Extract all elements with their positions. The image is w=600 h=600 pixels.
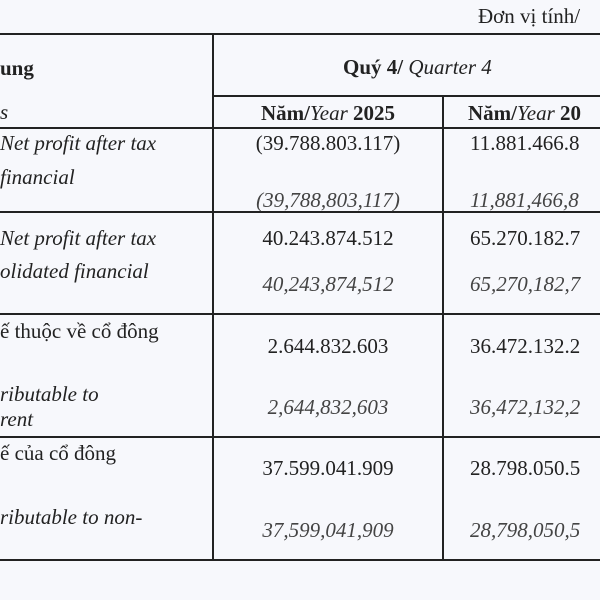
col-label-top: ung [0, 56, 34, 80]
value-prev-en: 65,270,182,7 [470, 272, 581, 296]
value-prev-en: 28,798,050,5 [470, 518, 581, 542]
value-2025: 37.599.041.909 [262, 456, 394, 480]
value-prev: 65.270.182.7 [470, 226, 581, 250]
value-2025: (39.788.803.117) [255, 131, 401, 155]
col-label-bottom: s [0, 100, 9, 124]
value-prev-en: 36,472,132,2 [470, 395, 581, 419]
row-label: Net profit after tax [0, 131, 157, 155]
value-prev: 36.472.132.2 [470, 334, 581, 358]
row-label-vn: ế thuộc về cổ đông [0, 319, 159, 343]
row-label: rent [0, 407, 34, 431]
value-prev-en: 11,881,466,8 [470, 188, 579, 212]
year-header-2025: Năm/Year 2025 [261, 101, 395, 125]
row-label-vn: ế của cổ đông [0, 441, 117, 465]
year-header-prev: Năm/Year 20 [468, 101, 581, 125]
row-label: olidated financial [0, 259, 149, 283]
value-2025: 40.243.874.512 [262, 226, 394, 250]
row-label: ributable to [0, 382, 99, 406]
value-prev: 28.798.050.5 [470, 456, 581, 480]
value-2025-en: 37,599,041,909 [262, 518, 394, 542]
value-2025-en: 2,644,832,603 [267, 395, 389, 419]
value-prev: 11.881.466.8 [470, 131, 580, 155]
row-label: financial [0, 165, 75, 189]
quarter-header: Quý 4/ Quarter 4 [343, 55, 492, 79]
value-2025: 2.644.832.603 [267, 334, 389, 358]
value-2025-en: (39,788,803,117) [256, 188, 400, 212]
row-label: Net profit after tax [0, 226, 157, 250]
row-label: ributable to non- [0, 505, 143, 529]
value-2025-en: 40,243,874,512 [262, 272, 394, 296]
unit-label: Đơn vị tính/ [478, 4, 581, 28]
